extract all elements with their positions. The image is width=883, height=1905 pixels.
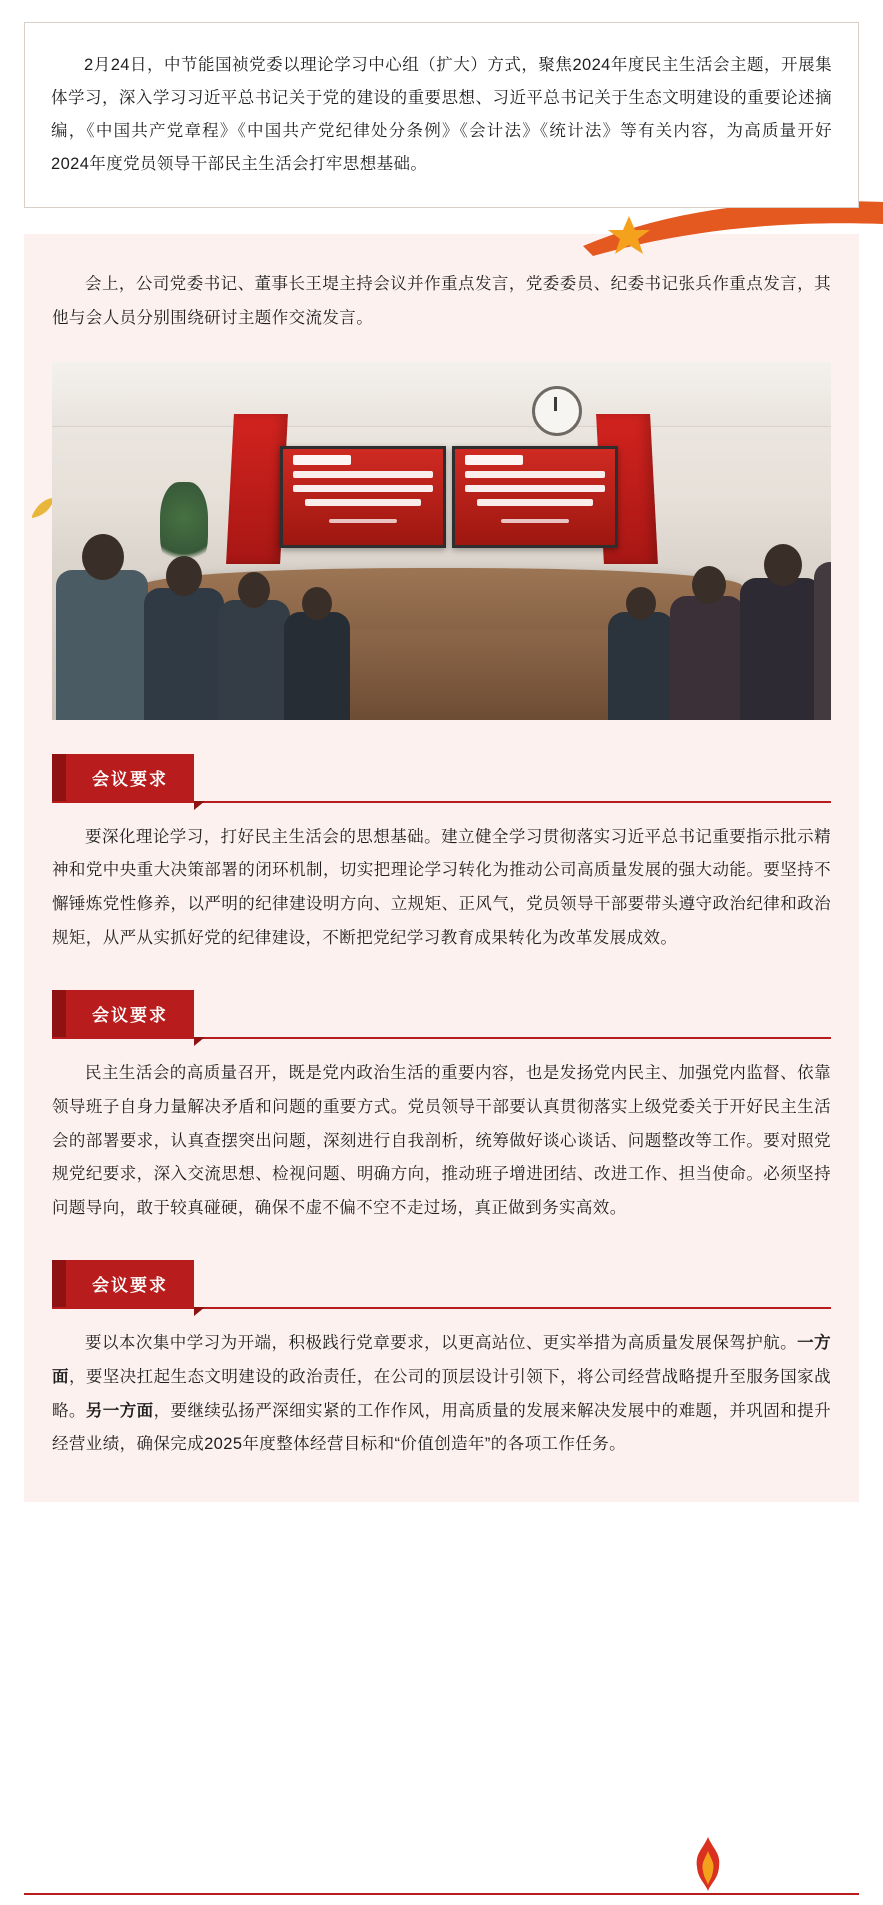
photo-person-head [82,534,124,580]
photo-person [670,596,744,720]
section-3 [52,1260,831,1462]
photo-ceiling [52,362,831,427]
section-banner-2: 会议要求 [66,990,194,1037]
photo-person [56,570,148,720]
section-3-emphasis-1: 一方面 [52,1333,831,1386]
photo-person [218,600,290,720]
bottom-rule [24,1893,859,1895]
photo-wall-clock [532,386,582,436]
section-body-1: 要深化理论学习，打好民主生活会的思想基础。建立健全学习贯彻落实习近平总书记重要指示批示精神和党中央重大决策部署的闭环机制，切实把理论学习转化为推动公司高质量发展的强大动能。要坚持不懈锤炼党性修养，以严明的纪律建设明方向、立规矩、正风气，党员领导干部要带头遵守政治纪律和政治规矩，从严从实抓好党的纪律建设，不断把党纪学习教育成果转化为改革发展成效。 [52,827,831,948]
section-3-part-2: ，要坚决扛起生态文明建设的政治责任，在公司的顶层设计引领下，将公司经营战略提升至服务国家战略。 [52,1367,831,1420]
section-body-2: 民主生活会的高质量召开，既是党内政治生活的重要内容，也是发扬党内民主、加强党内监督、依靠领导班子自身力量解决矛盾和问题的重要方式。党员领导干部要认真贯彻落实上级党委关于开好民主生活会的部署要求，认真查摆突出问题，深刻进行自我剖析，统筹做好谈心谈话、问题整改等工作。要对照党规党纪要求，深入交流思想、检视问题、明确方向，推动班子增进团结、改进工作、担当使命。必须坚持问题导向，敢于较真碰硬，确保不虚不偏不空不走过场，真正做到务实高效。 [52,1063,831,1218]
photo-flag-left [226,414,288,564]
photo-person-head [626,587,656,620]
section-2 [52,990,831,1226]
photo-person [284,612,350,720]
content-panel [24,234,859,1502]
intro-paragraph: 2月24日，中节能国祯党委以理论学习中心组（扩大）方式，聚焦2024年度民主生活会主题，开展集体学习，深入学习习近平总书记关于党的建设的重要思想、习近平总书记关于生态文明建设的重要论述摘编，《中国共产党章程》《中国共产党纪律处分条例》《会计法》《统计法》等有关内容，为高质量开好2024年度党员领导干部民主生活会打牢思想基础。 [51,56,832,173]
photo-person [814,562,831,720]
section-banner-1: 会议要求 [66,754,194,801]
section-banner-3: 会议要求 [66,1260,194,1307]
section-banner-underline-3 [52,1307,831,1309]
photo-wrapper [52,362,831,720]
section-3-emphasis-2: 另一方面 [85,1401,154,1420]
photo-person [144,588,224,720]
photo-person [740,578,822,720]
photo-person-head [166,556,202,596]
section-banner-underline-1 [52,801,831,803]
section-3-part-1: 要以本次集中学习为开端，积极践行党章要求，以更高站位、更实举措为高质量发展保驾护航。 [85,1333,798,1352]
meeting-photo [52,362,831,720]
section-1 [52,754,831,956]
photo-person-head [692,566,726,604]
photo-person-head [764,544,802,586]
photo-screen-left [280,446,446,548]
photo-screen-right [452,446,618,548]
section-3-part-3: ，要继续弘扬严深细实紧的工作作风，用高质量的发展来解决发展中的难题，并巩固和提升经营业绩，确保完成2025年度整体经营目标和“价值创造年”的各项工作任务。 [52,1401,831,1454]
photo-person [608,612,674,720]
photo-person-head [238,572,270,608]
lead-paragraph: 会上，公司党委书记、董事长王堤主持会议并作重点发言，党委委员、纪委书记张兵作重点发言，其他与会人员分别围绕研讨主题作交流发言。 [52,275,831,327]
photo-person-head [302,587,332,620]
section-body-3 [52,1327,831,1462]
flame-decoration-icon [693,1837,723,1891]
intro-section [0,0,883,208]
section-banner-underline-2 [52,1037,831,1039]
intro-card [24,22,859,208]
